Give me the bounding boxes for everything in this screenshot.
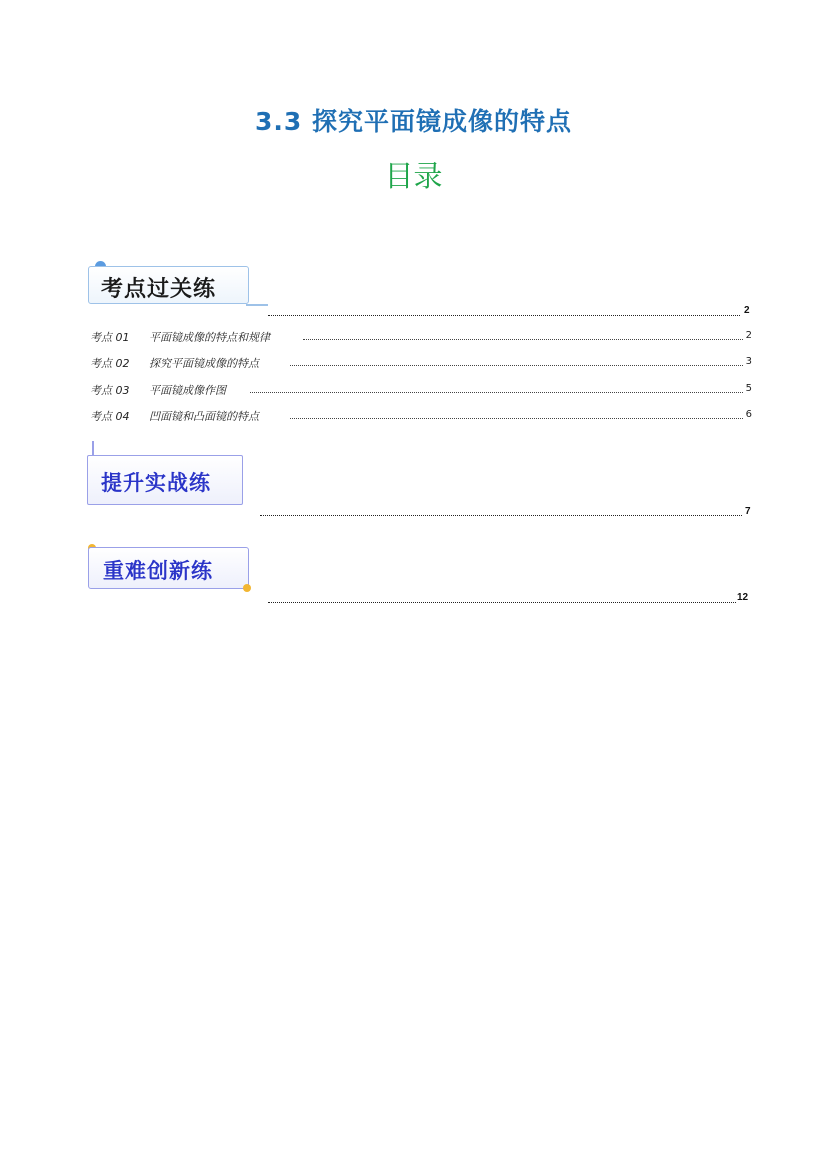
entry-name: 凹面镜和凸面镜的特点 <box>149 410 259 423</box>
section-page-number[interactable]: 7 <box>745 506 751 517</box>
section-leader-dots <box>268 303 740 316</box>
section-badge-tisheng[interactable] <box>87 455 243 505</box>
section-label: 提升实战练 <box>101 471 211 495</box>
toc-entry[interactable] <box>90 382 752 396</box>
section-badge-kaodian[interactable] <box>88 266 249 304</box>
section-page-number[interactable]: 2 <box>744 305 750 316</box>
entry-name: 平面镜成像的特点和规律 <box>149 331 270 344</box>
section-badge-dot <box>243 584 251 592</box>
entry-code: 考点 01 <box>90 331 130 344</box>
entry-page-number: 5 <box>745 383 752 394</box>
entry-leader-dots <box>303 329 743 340</box>
section-leader-dots <box>260 503 742 516</box>
section-leader-dots <box>268 590 736 603</box>
entry-leader-dots <box>250 382 743 393</box>
toc-entry[interactable] <box>90 355 752 369</box>
section-badge-underline <box>246 304 268 306</box>
document-title: 3.3 探究平面镜成像的特点 <box>255 107 572 136</box>
toc-heading: 目录 <box>384 159 443 193</box>
entry-code: 考点 02 <box>90 357 130 370</box>
entry-page-number: 2 <box>745 330 752 341</box>
entry-page-number: 6 <box>745 409 752 420</box>
entry-leader-dots <box>290 355 743 366</box>
entry-code: 考点 04 <box>90 410 130 423</box>
section-page-number[interactable]: 12 <box>737 592 749 603</box>
section-label: 重难创新练 <box>103 559 213 583</box>
toc-entry[interactable] <box>90 408 752 422</box>
section-label: 考点过关练 <box>101 277 217 302</box>
entry-name: 平面镜成像作图 <box>149 384 226 397</box>
toc-entry[interactable] <box>90 329 752 343</box>
entry-page-number: 3 <box>745 356 752 367</box>
entry-leader-dots <box>290 408 743 419</box>
section-badge-zhongnan[interactable] <box>88 547 249 589</box>
entry-name: 探究平面镜成像的特点 <box>149 357 259 370</box>
entry-code: 考点 03 <box>90 384 130 397</box>
